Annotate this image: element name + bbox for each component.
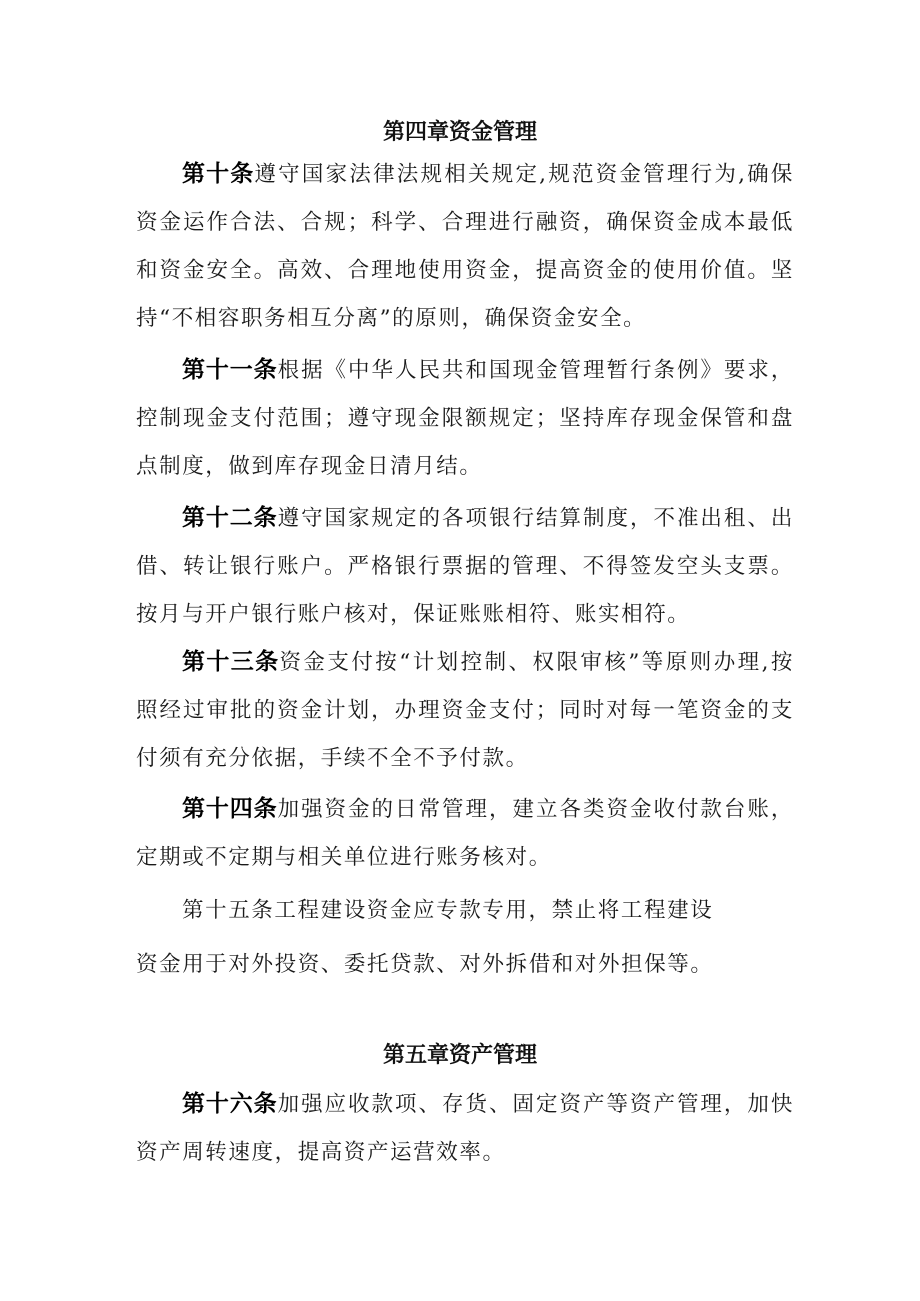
- article-16: [136, 1080, 794, 1177]
- article-16-number: 第十六条: [182, 1091, 278, 1117]
- article-10-text: 遵守国家法律法规相关规定,规范资金管理行为,确保资金运作合法、合规；科学、合理进行融资，确保资金成本最低和资金安全。高效、合理地使用资金，提高资金的使用价值。坚持“不相容职务相互分离”的原则，确保资金安全。: [136, 162, 795, 331]
- article-15-line-2: 资金用于对外投资、委托贷款、对外拆借和对外担保等。: [136, 952, 714, 977]
- article-10-number: 第十条: [182, 161, 255, 187]
- chapter-5-title: 第五章资产管理: [382, 1043, 537, 1068]
- article-11-number: 第十一条: [182, 357, 278, 383]
- article-14-number: 第十四条: [182, 796, 278, 822]
- article-14-text: 加强资金的日常管理，建立各类资金收付款台账，定期或不定期与相关单位进行账务核对。: [136, 797, 795, 870]
- article-12: [136, 494, 794, 639]
- article-16-text: 加强应收款项、存货、固定资产等资产管理，加快资产周转速度，提高资产运营效率。: [136, 1092, 795, 1165]
- chapter-4-title: 第四章资金管理: [382, 120, 537, 145]
- article-15-line-1: 第十五条工程建设资金应专款专用，禁止将工程建设: [182, 898, 714, 923]
- article-11-text: 根据《中华人民共和国现金管理暂行条例》要求，控制现金支付范围；遵守现金限额规定；坚持库存现金保管和盘点制度，做到库存现金日清月结。: [136, 358, 795, 479]
- article-10: [136, 150, 794, 343]
- article-13-number: 第十三条: [182, 649, 280, 675]
- article-12-text: 遵守国家规定的各项银行结算制度，不准出租、出借、转让银行账户。严格银行票据的管理、不得签发空头支票。按月与开户银行账户核对，保证账账相符、账实相符。: [136, 506, 795, 627]
- article-13-text: 资金支付按“计划控制、权限审核”等原则办理,按照经过审批的资金计划，办理资金支付；同时对每一笔资金的支付须有充分依据，手续不全不予付款。: [136, 650, 795, 771]
- article-14: [136, 785, 794, 882]
- article-13: [136, 638, 794, 783]
- article-12-number: 第十二条: [182, 505, 278, 531]
- article-11: [136, 346, 794, 491]
